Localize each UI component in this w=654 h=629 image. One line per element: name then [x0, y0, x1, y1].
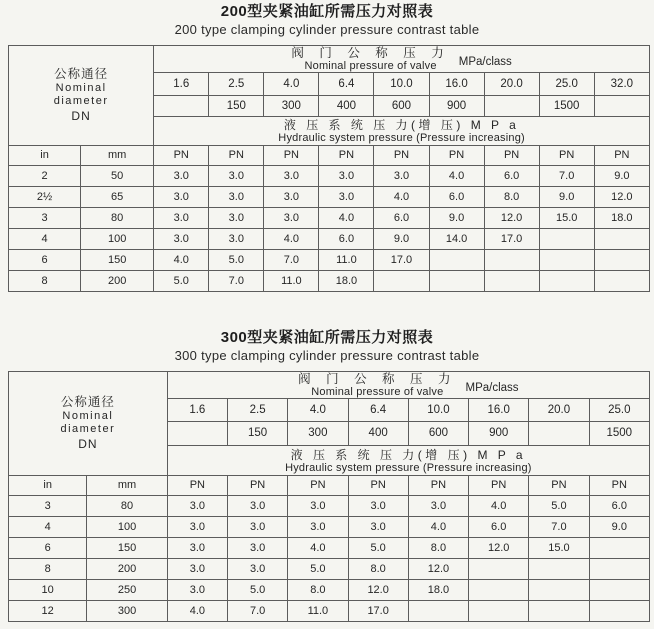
unit-pn-cell: PN	[594, 146, 649, 166]
pressure-data-cell: 7.0	[264, 250, 319, 271]
pressure-data-cell	[408, 601, 468, 622]
valve-pressure-unit: MPa/class	[458, 55, 512, 68]
size-mm-cell: 300	[87, 601, 167, 622]
pressure-data-cell: 9.0	[429, 208, 484, 229]
pressure-data-cell: 3.0	[154, 208, 209, 229]
class-value-cell: 1500	[539, 96, 594, 117]
size-in-cell: 12	[9, 601, 87, 622]
valve-pressure-header-cell	[154, 46, 650, 73]
unit-pn-cell: PN	[288, 476, 348, 496]
unit-pn-cell: PN	[374, 146, 429, 166]
table-300-title-cn: 300型夹紧油缸所需压力对照表	[220, 329, 434, 346]
pressure-data-cell	[429, 250, 484, 271]
pressure-data-cell: 3.0	[167, 559, 227, 580]
pressure-value-cell: 10.0	[374, 73, 429, 96]
nominal-diameter-label-en-2: diameter	[53, 95, 109, 107]
data-row	[9, 208, 650, 229]
pressure-value-cell: 1.6	[167, 399, 227, 422]
pressure-value-cell: 2.5	[227, 399, 287, 422]
pressure-data-cell: 3.0	[374, 166, 429, 187]
hydraulic-pressure-label-cn: 液 压 系 统 压 力(增 压) M P a	[283, 118, 520, 132]
class-value-cell	[594, 96, 649, 117]
data-row	[9, 538, 650, 559]
pressure-value-cell: 6.4	[319, 73, 374, 96]
pressure-data-cell: 5.0	[209, 250, 264, 271]
pressure-data-cell: 6.0	[469, 517, 529, 538]
pressure-data-cell	[469, 601, 529, 622]
pressure-data-cell: 7.0	[209, 271, 264, 292]
hydraulic-pressure-label-en: Hydraulic system pressure (Pressure increasing)	[285, 461, 532, 474]
unit-pn-cell: PN	[348, 476, 408, 496]
pressure-data-cell: 15.0	[539, 208, 594, 229]
size-mm-cell: 65	[81, 187, 154, 208]
unit-pn-cell: PN	[529, 476, 589, 496]
pressure-value-cell: 4.0	[288, 399, 348, 422]
size-in-cell: 3	[9, 496, 87, 517]
size-mm-cell: 50	[81, 166, 154, 187]
pressure-data-cell: 7.0	[539, 166, 594, 187]
pressure-data-cell: 4.0	[374, 187, 429, 208]
table-300-title-en: 300 type clamping cylinder pressure contrast table	[174, 348, 480, 363]
valve-pressure-label-en: Nominal pressure of valve	[304, 60, 437, 72]
pressure-data-cell: 6.0	[589, 496, 649, 517]
pressure-data-cell: 9.0	[539, 187, 594, 208]
class-value-cell: 300	[264, 96, 319, 117]
unit-pn-cell: PN	[469, 476, 529, 496]
unit-in-cell: in	[9, 146, 81, 166]
data-row	[9, 271, 650, 292]
data-row	[9, 166, 650, 187]
class-value-cell: 900	[429, 96, 484, 117]
unit-pn-cell: PN	[227, 476, 287, 496]
pressure-data-cell	[529, 601, 589, 622]
pressure-data-cell: 9.0	[594, 166, 649, 187]
pressure-data-cell: 4.0	[429, 166, 484, 187]
pressure-value-cell: 20.0	[529, 399, 589, 422]
pressure-data-cell: 4.0	[469, 496, 529, 517]
pressure-value-cell: 2.5	[209, 73, 264, 96]
class-value-cell: 400	[319, 96, 374, 117]
pressure-data-cell: 8.0	[348, 559, 408, 580]
pressure-table-200	[8, 45, 650, 292]
pressure-data-cell: 12.0	[469, 538, 529, 559]
pressure-data-cell: 4.0	[288, 538, 348, 559]
pressure-data-cell: 7.0	[529, 517, 589, 538]
nominal-diameter-header-cell	[9, 46, 154, 146]
size-mm-cell: 100	[81, 229, 154, 250]
class-value-cell: 150	[209, 96, 264, 117]
pressure-data-cell: 4.0	[264, 229, 319, 250]
class-value-cell: 150	[227, 422, 287, 446]
unit-in-cell: in	[9, 476, 87, 496]
class-value-cell: 600	[374, 96, 429, 117]
pressure-data-cell	[539, 229, 594, 250]
valve-pressure-label-en: Nominal pressure of valve	[311, 386, 444, 398]
pressure-data-cell: 3.0	[167, 496, 227, 517]
pressure-data-cell: 17.0	[348, 601, 408, 622]
class-value-cell: 400	[348, 422, 408, 446]
pressure-data-cell: 3.0	[288, 496, 348, 517]
pressure-data-cell: 3.0	[167, 517, 227, 538]
pressure-data-cell: 4.0	[154, 250, 209, 271]
pressure-data-cell	[594, 250, 649, 271]
unit-pn-cell: PN	[264, 146, 319, 166]
pressure-data-cell: 3.0	[288, 517, 348, 538]
nominal-diameter-label-en-2: diameter	[60, 423, 116, 435]
pressure-data-cell	[589, 601, 649, 622]
pressure-data-cell: 14.0	[429, 229, 484, 250]
data-row	[9, 517, 650, 538]
pressure-data-cell: 17.0	[374, 250, 429, 271]
unit-header-row	[9, 146, 650, 166]
pressure-data-cell: 18.0	[319, 271, 374, 292]
pressure-data-cell	[529, 580, 589, 601]
pressure-data-cell: 6.0	[429, 187, 484, 208]
pressure-data-cell: 17.0	[484, 229, 539, 250]
pressure-data-cell	[484, 250, 539, 271]
table-300-body	[9, 496, 650, 622]
data-row	[9, 601, 650, 622]
nominal-diameter-label-en-1: Nominal	[62, 410, 114, 422]
class-value-cell: 600	[408, 422, 468, 446]
pressure-data-cell: 3.0	[408, 496, 468, 517]
valve-pressure-label-cn: 阀 门 公 称 压 力	[298, 372, 457, 386]
nominal-diameter-label-en-1: Nominal	[55, 82, 107, 94]
pressure-data-cell: 3.0	[154, 229, 209, 250]
unit-header-row	[9, 476, 650, 496]
table-200-title-en: 200 type clamping cylinder pressure contrast table	[174, 22, 480, 37]
unit-pn-cell: PN	[539, 146, 594, 166]
pressure-data-cell: 3.0	[319, 166, 374, 187]
pressure-data-cell: 5.0	[348, 538, 408, 559]
data-row	[9, 496, 650, 517]
pressure-data-cell: 9.0	[374, 229, 429, 250]
pressure-data-cell	[484, 271, 539, 292]
pressure-data-cell: 11.0	[264, 271, 319, 292]
table-300-section	[0, 329, 654, 622]
pressure-data-cell: 7.0	[227, 601, 287, 622]
pressure-data-cell: 8.0	[408, 538, 468, 559]
pressure-data-cell: 3.0	[227, 517, 287, 538]
pressure-data-cell: 12.0	[348, 580, 408, 601]
pressure-data-cell: 11.0	[288, 601, 348, 622]
size-mm-cell: 100	[87, 517, 167, 538]
class-value-cell: 300	[288, 422, 348, 446]
pressure-data-cell: 3.0	[154, 166, 209, 187]
size-mm-cell: 200	[87, 559, 167, 580]
pressure-data-cell	[594, 229, 649, 250]
pressure-data-cell	[539, 271, 594, 292]
pressure-value-cell: 10.0	[408, 399, 468, 422]
pressure-data-cell: 3.0	[264, 187, 319, 208]
size-in-cell: 6	[9, 250, 81, 271]
size-mm-cell: 150	[81, 250, 154, 271]
hydraulic-pressure-label-cn: 液 压 系 统 压 力(增 压) M P a	[290, 447, 527, 462]
pressure-value-cell: 20.0	[484, 73, 539, 96]
pressure-data-cell: 3.0	[154, 187, 209, 208]
pressure-value-cell: 25.0	[589, 399, 649, 422]
pressure-data-cell: 15.0	[529, 538, 589, 559]
size-mm-cell: 80	[81, 208, 154, 229]
pressure-data-cell: 3.0	[264, 208, 319, 229]
table-200-title-cn: 200型夹紧油缸所需压力对照表	[220, 3, 434, 20]
pressure-value-cell: 16.0	[469, 399, 529, 422]
table-200-section	[0, 3, 654, 292]
pressure-table-300	[8, 371, 650, 622]
unit-pn-cell: PN	[484, 146, 539, 166]
size-mm-cell: 150	[87, 538, 167, 559]
pressure-data-cell: 12.0	[484, 208, 539, 229]
pressure-data-cell: 9.0	[589, 517, 649, 538]
pressure-data-cell: 6.0	[319, 229, 374, 250]
pressure-value-cell: 6.4	[348, 399, 408, 422]
size-in-cell: 8	[9, 559, 87, 580]
size-in-cell: 2½	[9, 187, 81, 208]
pressure-data-cell: 4.0	[167, 601, 227, 622]
unit-mm-cell: mm	[87, 476, 167, 496]
hydraulic-pressure-label-en: Hydraulic system pressure (Pressure increasing)	[278, 132, 525, 144]
size-in-cell: 10	[9, 580, 87, 601]
class-value-cell: 900	[469, 422, 529, 446]
valve-pressure-unit: MPa/class	[465, 381, 519, 394]
pressure-data-cell: 12.0	[594, 187, 649, 208]
unit-mm-cell: mm	[81, 146, 154, 166]
pressure-data-cell: 3.0	[264, 166, 319, 187]
pressure-data-cell: 3.0	[209, 166, 264, 187]
pressure-data-cell: 5.0	[227, 580, 287, 601]
pressure-data-cell: 5.0	[154, 271, 209, 292]
pressure-data-cell: 18.0	[594, 208, 649, 229]
pressure-data-cell: 6.0	[374, 208, 429, 229]
pressure-data-cell: 5.0	[529, 496, 589, 517]
size-in-cell: 4	[9, 229, 81, 250]
pressure-value-cell: 4.0	[264, 73, 319, 96]
class-value-cell	[529, 422, 589, 446]
pressure-data-cell	[374, 271, 429, 292]
pressure-data-cell: 3.0	[227, 496, 287, 517]
size-mm-cell: 250	[87, 580, 167, 601]
pressure-value-cell: 32.0	[594, 73, 649, 96]
pressure-data-cell: 6.0	[484, 166, 539, 187]
pressure-data-cell: 4.0	[319, 208, 374, 229]
pressure-data-cell: 3.0	[209, 229, 264, 250]
valve-pressure-header-cell	[167, 372, 649, 399]
size-mm-cell: 80	[87, 496, 167, 517]
pressure-value-cell: 1.6	[154, 73, 209, 96]
pressure-data-cell: 3.0	[348, 517, 408, 538]
data-row	[9, 559, 650, 580]
pressure-data-cell: 4.0	[408, 517, 468, 538]
pressure-data-cell: 8.0	[484, 187, 539, 208]
class-value-cell: 1500	[589, 422, 649, 446]
data-row	[9, 187, 650, 208]
pressure-data-cell	[539, 250, 594, 271]
valve-pressure-label-cn: 阀 门 公 称 压 力	[291, 46, 450, 60]
pressure-data-cell: 8.0	[288, 580, 348, 601]
unit-pn-cell: PN	[429, 146, 484, 166]
pressure-data-cell	[589, 538, 649, 559]
size-in-cell: 4	[9, 517, 87, 538]
pressure-data-cell	[589, 580, 649, 601]
pressure-data-cell: 11.0	[319, 250, 374, 271]
size-mm-cell: 200	[81, 271, 154, 292]
pressure-data-cell: 3.0	[227, 559, 287, 580]
unit-pn-cell: PN	[589, 476, 649, 496]
pressure-data-cell: 12.0	[408, 559, 468, 580]
hydraulic-pressure-header-cell	[154, 117, 650, 146]
unit-pn-cell: PN	[209, 146, 264, 166]
pressure-data-cell: 5.0	[288, 559, 348, 580]
data-row	[9, 250, 650, 271]
pressure-data-cell	[429, 271, 484, 292]
table-200-body	[9, 166, 650, 292]
pressure-value-cell: 16.0	[429, 73, 484, 96]
pressure-data-cell	[594, 271, 649, 292]
size-in-cell: 6	[9, 538, 87, 559]
data-row	[9, 229, 650, 250]
size-in-cell: 8	[9, 271, 81, 292]
size-in-cell: 3	[9, 208, 81, 229]
nominal-diameter-label-cn: 公称通径	[60, 395, 115, 409]
class-value-cell	[154, 96, 209, 117]
pressure-data-cell: 3.0	[319, 187, 374, 208]
pressure-data-cell: 3.0	[167, 538, 227, 559]
unit-pn-cell: PN	[408, 476, 468, 496]
dn-label: DN	[78, 437, 98, 451]
pressure-data-cell: 3.0	[167, 580, 227, 601]
pressure-data-cell: 3.0	[209, 187, 264, 208]
pressure-data-cell	[469, 559, 529, 580]
hydraulic-pressure-header-cell	[167, 446, 649, 476]
pressure-data-cell: 3.0	[348, 496, 408, 517]
nominal-diameter-header-cell	[9, 372, 168, 476]
pressure-data-cell: 3.0	[227, 538, 287, 559]
pressure-data-cell	[589, 559, 649, 580]
unit-pn-cell: PN	[319, 146, 374, 166]
class-value-cell	[167, 422, 227, 446]
pressure-data-cell	[529, 559, 589, 580]
pressure-data-cell	[469, 580, 529, 601]
class-value-cell	[484, 96, 539, 117]
dn-label: DN	[71, 109, 91, 123]
data-row	[9, 580, 650, 601]
unit-pn-cell: PN	[167, 476, 227, 496]
pressure-value-cell: 25.0	[539, 73, 594, 96]
size-in-cell: 2	[9, 166, 81, 187]
pressure-data-cell: 18.0	[408, 580, 468, 601]
pressure-data-cell: 3.0	[209, 208, 264, 229]
unit-pn-cell: PN	[154, 146, 209, 166]
nominal-diameter-label-cn: 公称通径	[54, 67, 109, 81]
